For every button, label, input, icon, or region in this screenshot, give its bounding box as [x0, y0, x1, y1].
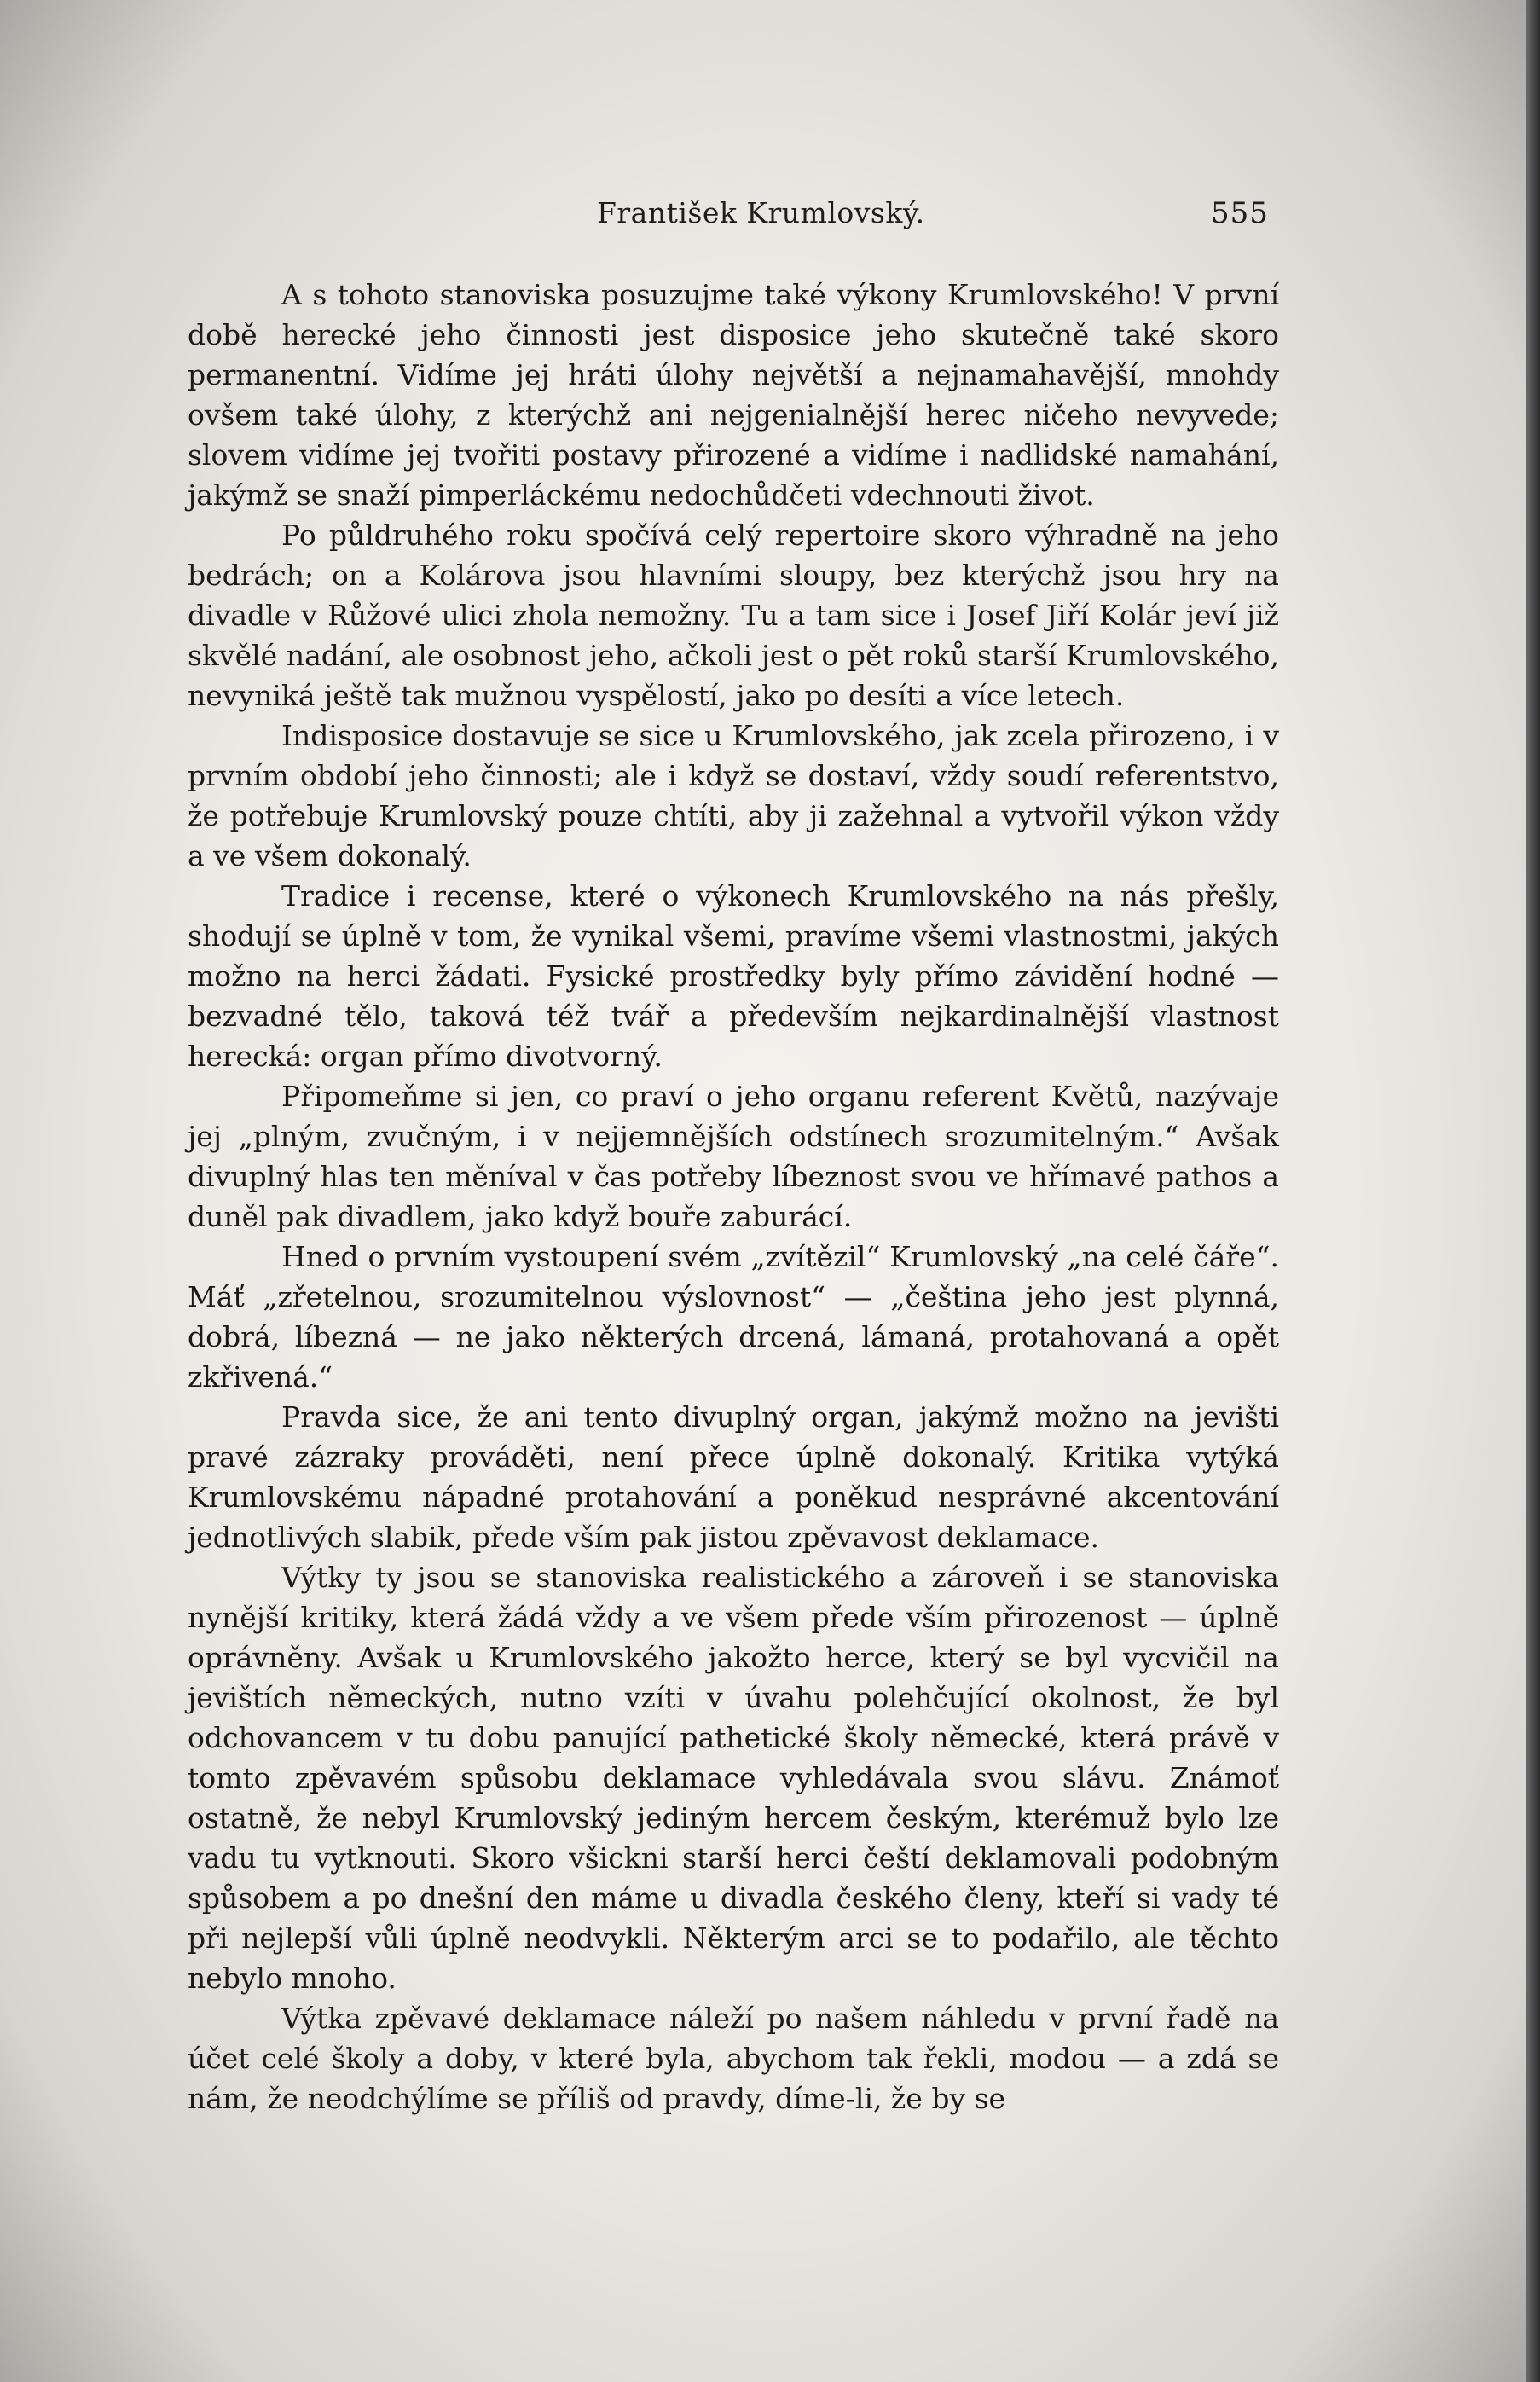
paragraph: Hned o prvním vystoupení svém „zvítězil“ Krumlovský „na celé čáře“. Máť „zřetelnou, srozumitelnou výslovnost“ — „čeština jeho jest plynná, dobrá, líbezná — ne jako některých drcená, lámaná, protahovaná a opět zkřivená.“: [188, 1240, 1279, 1394]
paragraph: Výtka zpěvavé deklamace náleží po našem náhledu v první řadě na účet celé školy a doby, v které byla, abychom tak řekli, modou — a zdá se nám, že neodchýlíme se příliš od pravdy, díme-li, že by se: [188, 2002, 1279, 2115]
paragraph: Výtky ty jsou se stanoviska realistického a zároveň i se stanoviska nynější kritiky, která žádá vždy a ve všem přede vším přirozenost — úplně oprávněny. Avšak u Krumlovského jakožto herce, který se byl vycvičil na jevištích německých, nutno vzíti v úvahu polehčující okolnost, že byl odchovancem v tu dobu panující pathetické školy německé, která právě v tomto zpěvavém spůsobu deklamace vyhledávala svou slávu. Známoť ostatně, že nebyl Krumlovský jediným hercem českým, kterémuž bylo lze vadu tu vytknouti. Skoro všickni starší herci čeští deklamovali podobným spůsobem a po dnešní den máme u divadla českého členy, kteří si vady té při nejlepší vůli úplně neodvykli. Některým arci se to podařilo, ale těchto nebylo mnoho.: [188, 1561, 1279, 1995]
paragraph: Indisposice dostavuje se sice u Krumlovského, jak zcela přirozeno, i v prvním období jeho činnosti; ale i když se dostaví, vždy soudí referentstvo, že potřebuje Krumlovský pouze chtíti, aby ji zažehnal a vytvořil výkon vždy a ve všem dokonalý.: [188, 719, 1279, 872]
paragraph: Připomeňme si jen, co praví o jeho organu referent Květů, nazývaje jej „plným, zvučným, i v nejjemnějších odstínech srozumitelným.“ Avšak divuplný hlas ten měníval v čas potřeby líbeznost svou ve hřímavé pathos a duněl pak divadlem, jako když bouře zaburácí.: [188, 1080, 1279, 1233]
body-text: [188, 275, 1279, 2118]
paragraph: Tradice i recense, které o výkonech Krumlovského na nás přešly, shodují se úplně v tom, že vynikal všemi, pravíme všemi vlastnostmi, jakých možno na herci žádati. Fysické prostředky byly přímo závidění hodné — bezvadné tělo, taková též tvář a především nejkardinalnější vlastnost herecká: organ přímo divotvorný.: [188, 879, 1279, 1073]
paragraph: A s tohoto stanoviska posuzujme také výkony Krumlovského! V první době herecké jeho činnosti jest disposice jeho skutečně také skoro permanentní. Vidíme jej hráti úlohy největší a nejnamahavější, mnohdy ovšem také úlohy, z kterýchž ani nejgenialnější herec ničeho nevyvede; slovem vidíme jej tvořiti postavy přirozené a vidíme i nadlidské namahání, jakýmž se snaží pimperláckému nedochůdčeti vdechnouti život.: [188, 278, 1279, 512]
page-header: [0, 196, 1526, 247]
page-number: 555: [1211, 196, 1269, 230]
paragraph: Po půldruhého roku spočívá celý repertoire skoro výhradně na jeho bedrách; on a Kolárova jsou hlavními sloupy, bez kterýchž jsou hry na divadle v Růžové ulici zhola nemožny. Tu a tam sice i Josef Jiří Kolár jeví již skvělé nadání, ale osobnost jeho, ačkoli jest o pět roků starší Krumlovského, nevyniká ještě tak mužnou vyspělostí, jako po desíti a více letech.: [188, 519, 1279, 712]
running-head: František Krumlovský.: [597, 196, 925, 229]
paragraph: Pravda sice, že ani tento divuplný organ, jakýmž možno na jevišti pravé zázraky prováděti, není přece úplně dokonalý. Kritika vytýká Krumlovskému nápadné protahování a poněkud nesprávné akcentování jednotlivých slabik, přede vším pak jistou zpěvavost deklamace.: [188, 1400, 1279, 1554]
page-edge-shadow: [1526, 0, 1540, 2382]
